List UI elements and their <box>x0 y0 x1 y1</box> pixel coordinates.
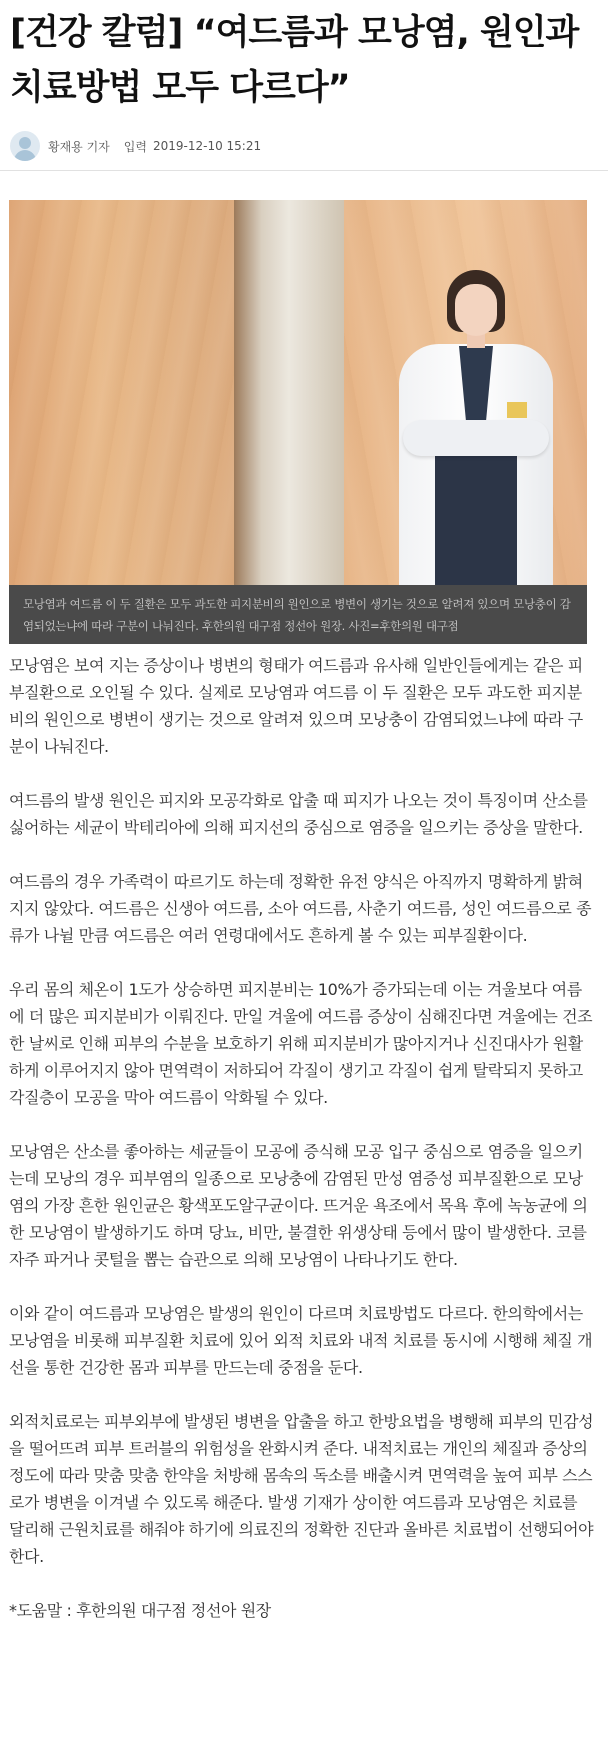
photo-caption: 모낭염과 여드름 이 두 질환은 모두 과도한 피지분비의 원인으로 병변이 생기는 것으로 알려져 있으며 모낭충이 감염되었는냐에 따라 구분이 나눠진다. 후한의원 대구점 정선아 원장. 사진=후한의원 대구점 <box>9 585 587 644</box>
header-divider <box>0 170 608 171</box>
paragraph: 여드름의 경우 가족력이 따르기도 하는데 정확한 유전 양식은 아직까지 명확하게 밝혀지지 않았다. 여드름은 신생아 여드름, 소아 여드름, 사춘기 여드름, 성인 여드름으로 종류가 나뉠 만큼 여드름은 여러 연령대에서도 흔하게 볼 수 있는 피부질환이다. <box>9 872 592 945</box>
source-note: *도움말 : 후한의원 대구점 정선아 원장 <box>9 1601 271 1620</box>
publish-date: 2019-12-10 15:21 <box>152 139 262 153</box>
paragraph: 여드름의 발생 원인은 피지와 모공각화로 압출 때 피지가 나오는 것이 특징이며 산소를 싫어하는 세균이 박테리아에 의해 피지선의 중심으로 염증을 일으키는 증상을 말한다. <box>9 791 588 837</box>
article-photo[interactable] <box>9 200 587 585</box>
author-name[interactable]: 황재용 기자 <box>48 139 110 154</box>
paragraph: 모낭염은 산소를 좋아하는 세균들이 모공에 증식해 모공 입구 중심으로 염증을 일으키는데 모낭의 경우 피부염의 일종으로 모낭충에 감염된 만성 염증성 피부질환으로 모낭염의 가장 흔한 원인균은 황색포도알구균이다. 뜨거운 욕조에서 목욕 후에 녹농균에 의한 모낭염이 발생하기도 하며 당뇨, 비만, 불결한 위생상태 등에서 많이 발생한다. 코를 자주 파거나 콧털을 뽑는 습관으로 의해 모낭염이 나타나기도 한다. <box>9 1142 588 1269</box>
article-title: [건강 칼럼] “여드름과 모낭염, 원인과 치료방법 모두 다르다” <box>10 13 579 108</box>
paragraph: 외적치료로는 피부외부에 발생된 병변을 압출을 하고 한방요법을 병행해 피부의 민감성을 떨어뜨려 피부 트러블의 위험성을 완화시켜 준다. 내적치료는 개인의 체질과 증상의 정도에 따라 맞춤 맞춤 한약을 처방해 몸속의 독소를 배출시켜 면역력을 높여 피부 스스로가 병변을 이겨낼 수 있도록 해준다. 발생 기재가 상이한 여드름과 모낭염은 치료를 달리해 근원치료를 해줘야 하기에 의료진의 정확한 진단과 올바른 치료법이 선행되어야 한다. <box>9 1412 594 1566</box>
date-label: 입력 <box>123 139 147 154</box>
doctor-illustration <box>389 270 559 585</box>
paragraph: 이와 같이 여드름과 모낭염은 발생의 원인이 다르며 치료방법도 다르다. 한의학에서는 모낭염을 비롯해 피부질환 치료에 있어 외적 치료와 내적 치료를 동시에 시행해 체질 개선을 통한 건강한 몸과 피부를 만드는데 중점을 둔다. <box>9 1304 593 1377</box>
byline <box>10 128 600 164</box>
paragraph: 우리 몸의 체온이 1도가 상승하면 피지분비는 10%가 증가되는데 이는 겨울보다 여름에 더 많은 피지분비가 이뤄진다. 만일 겨울에 여드름 증상이 심해진다면 겨울에는 건조한 날씨로 인해 피부의 수분을 보호하기 위해 피지분비가 많아지거나 신진대사가 원활하게 이루어지지 않아 면역력이 저하되어 각질이 생기고 각질이 쉽게 탈락되지 못하고 각질층이 모공을 막아 여드름이 악화될 수 있다. <box>9 980 593 1107</box>
paragraph: 모낭염은 보여 지는 증상이나 병변의 형태가 여드름과 유사해 일반인들에게는 같은 피부질환으로 오인될 수 있다. 실제로 모낭염과 여드름 이 두 질환은 모두 과도한 피지분비의 원인으로 병변이 생기는 것으로 알려져 있으며 모낭충이 감염되었느냐에 따라 구분이 나눠진다. <box>9 656 583 756</box>
article-figure <box>9 200 587 644</box>
article-body <box>9 652 595 1651</box>
author-avatar-icon <box>10 131 40 161</box>
